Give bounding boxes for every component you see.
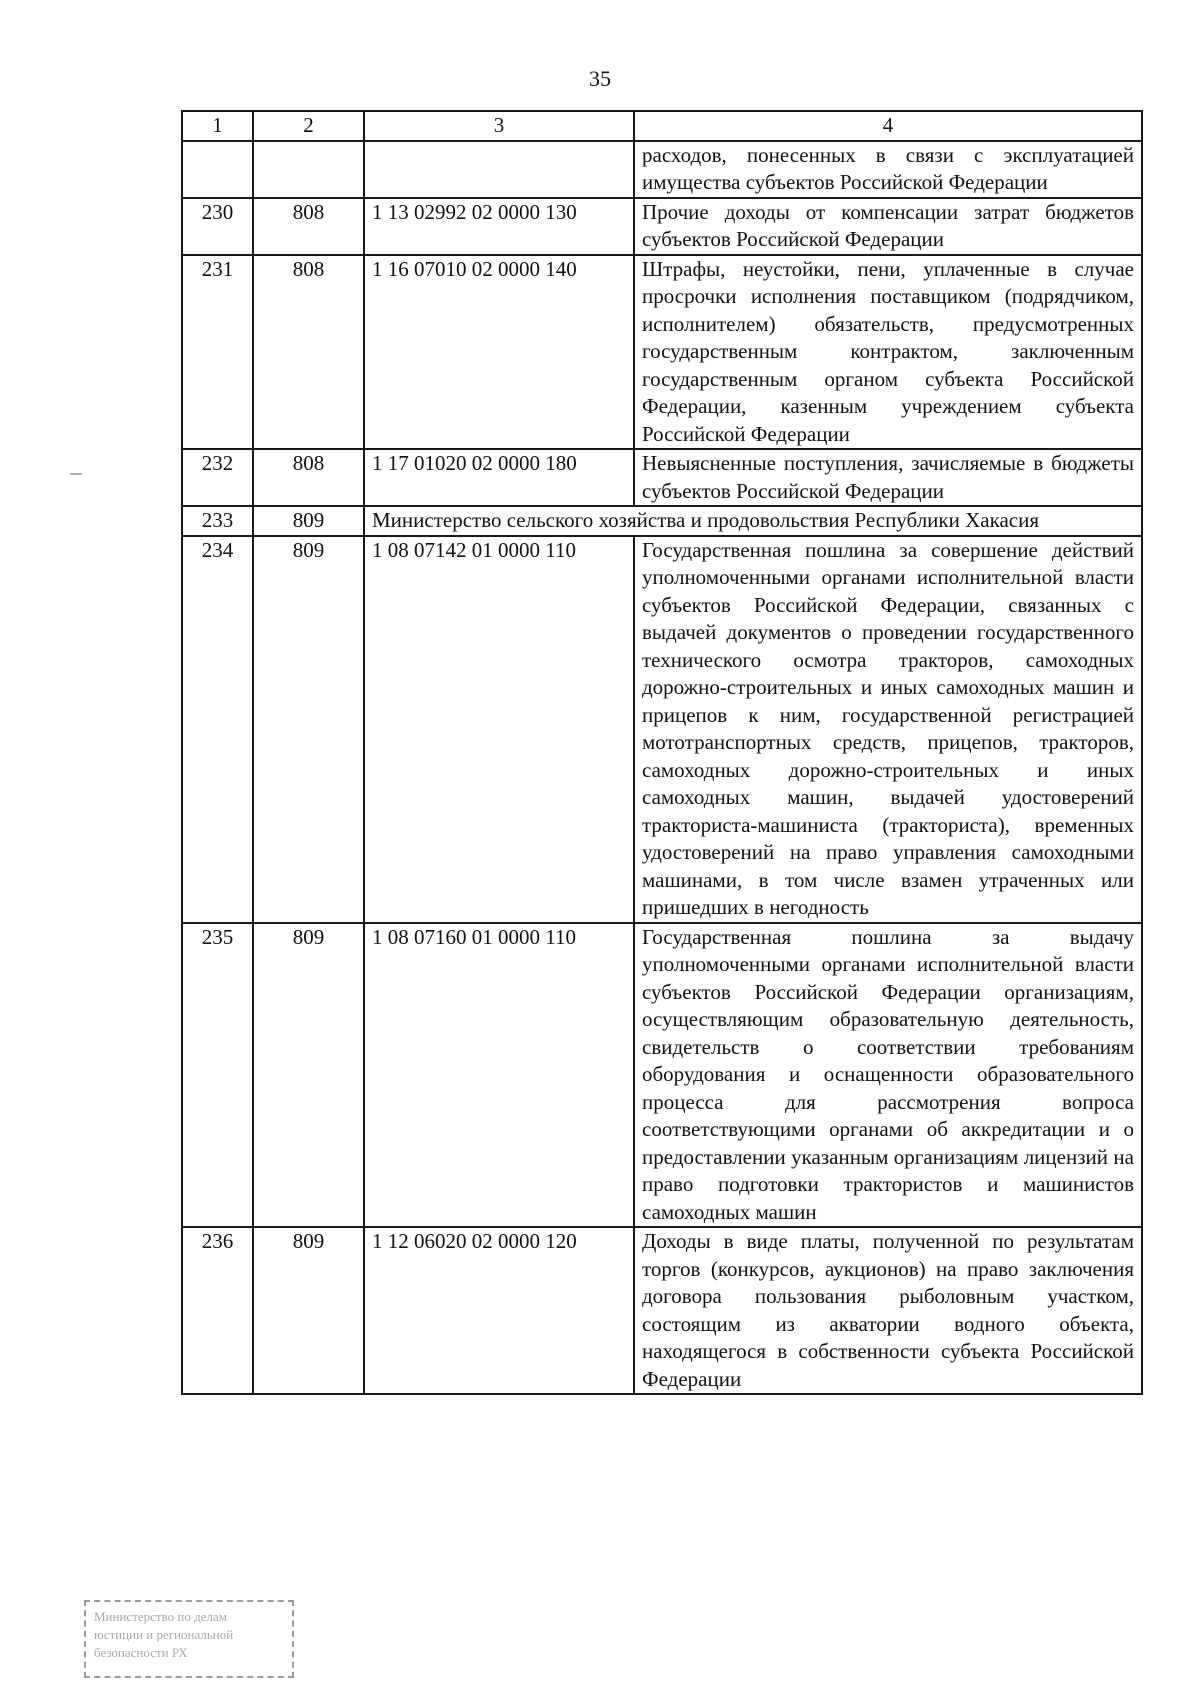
description-cell: Прочие доходы от компенсации затрат бюджетов субъектов Российской Федерации <box>634 198 1142 255</box>
admin-code-cell: 808 <box>253 255 364 450</box>
table-row <box>182 198 1142 255</box>
column-header-1: 1 <box>182 111 253 141</box>
description-cell: расходов, понесенных в связи с эксплуатацией имущества субъектов Российской Федерации <box>634 141 1142 198</box>
budget-code-cell: 1 12 06020 02 0000 120 <box>364 1227 634 1394</box>
row-number-cell: 230 <box>182 198 253 255</box>
row-number-cell: 236 <box>182 1227 253 1394</box>
table-row <box>182 141 1142 198</box>
admin-code-cell <box>253 141 364 198</box>
row-number-cell: 231 <box>182 255 253 450</box>
table-row <box>182 536 1142 923</box>
stamp-line: юстиции и региональной <box>94 1627 234 1642</box>
table-row <box>182 1227 1142 1394</box>
registration-stamp <box>84 1600 294 1678</box>
column-header-4: 4 <box>634 111 1142 141</box>
table-row <box>182 255 1142 450</box>
stamp-line: Министерство по делам <box>94 1609 227 1624</box>
description-cell: Штрафы, неустойки, пени, уплаченные в случае просрочки исполнения поставщиком (подрядчиком, исполнителем) обязательств, предусмотренных государственным контрактом, заключенным государственным органом субъекта Российской Федерации, казенным учреждением субъекта Российской Федерации <box>634 255 1142 450</box>
margin-mark <box>70 473 82 475</box>
column-header-3: 3 <box>364 111 634 141</box>
stamp-line: безопасности РХ <box>94 1645 188 1660</box>
revenue-classification-table <box>181 110 1143 1395</box>
admin-code-cell: 809 <box>253 506 364 536</box>
budget-code-cell: 1 08 07160 01 0000 110 <box>364 923 634 1228</box>
column-header-2: 2 <box>253 111 364 141</box>
row-number-cell <box>182 141 253 198</box>
budget-code-cell: 1 08 07142 01 0000 110 <box>364 536 634 923</box>
row-number-cell: 233 <box>182 506 253 536</box>
row-number-cell: 235 <box>182 923 253 1228</box>
description-cell: Государственная пошлина за выдачу уполномоченными органами исполнительной власти субъектов Российской Федерации организациям, осуществляющим образовательную деятельность, свидетельств о соответствии требованиям оборудования и оснащенности образовательного процесса для рассмотрения вопроса соответствующими органами об аккредитации и о предоставлении указанным организациям лицензий на право подготовки трактористов и машинистов самоходных машин <box>634 923 1142 1228</box>
budget-code-cell <box>364 141 634 198</box>
admin-code-cell: 809 <box>253 923 364 1228</box>
table-row <box>182 923 1142 1228</box>
row-number-cell: 234 <box>182 536 253 923</box>
budget-code-cell: 1 13 02992 02 0000 130 <box>364 198 634 255</box>
page-number: 35 <box>589 66 611 91</box>
table-row <box>182 449 1142 506</box>
table-row <box>182 506 1142 536</box>
admin-code-cell: 809 <box>253 1227 364 1394</box>
description-cell: Доходы в виде платы, полученной по результатам торгов (конкурсов, аукционов) на право заключения договора пользования рыболовным участком, состоящим из акватории водного объекта, находящегося в собственности субъекта Российской Федерации <box>634 1227 1142 1394</box>
description-cell: Государственная пошлина за совершение действий уполномоченными органами исполнительной власти субъектов Российской Федерации, связанных с выдачей документов о проведении государственного технического осмотра тракторов, самоходных дорожно-строительных и иных самоходных машин и прицепов к ним, государственной регистрацией мототранспортных средств, прицепов, тракторов, самоходных дорожно-строительных и иных самоходных машин, выдачей удостоверений тракториста-машиниста (тракториста), временных удостоверений на право управления самоходными машинами, в том числе взамен утраченных или пришедших в негодность <box>634 536 1142 923</box>
table-header-row <box>182 111 1142 141</box>
administrator-name-cell: Министерство сельского хозяйства и продовольствия Республики Хакасия <box>364 506 1142 536</box>
budget-code-cell: 1 17 01020 02 0000 180 <box>364 449 634 506</box>
admin-code-cell: 808 <box>253 198 364 255</box>
budget-code-cell: 1 16 07010 02 0000 140 <box>364 255 634 450</box>
admin-code-cell: 809 <box>253 536 364 923</box>
admin-code-cell: 808 <box>253 449 364 506</box>
description-cell: Невыясненные поступления, зачисляемые в бюджеты субъектов Российской Федерации <box>634 449 1142 506</box>
row-number-cell: 232 <box>182 449 253 506</box>
